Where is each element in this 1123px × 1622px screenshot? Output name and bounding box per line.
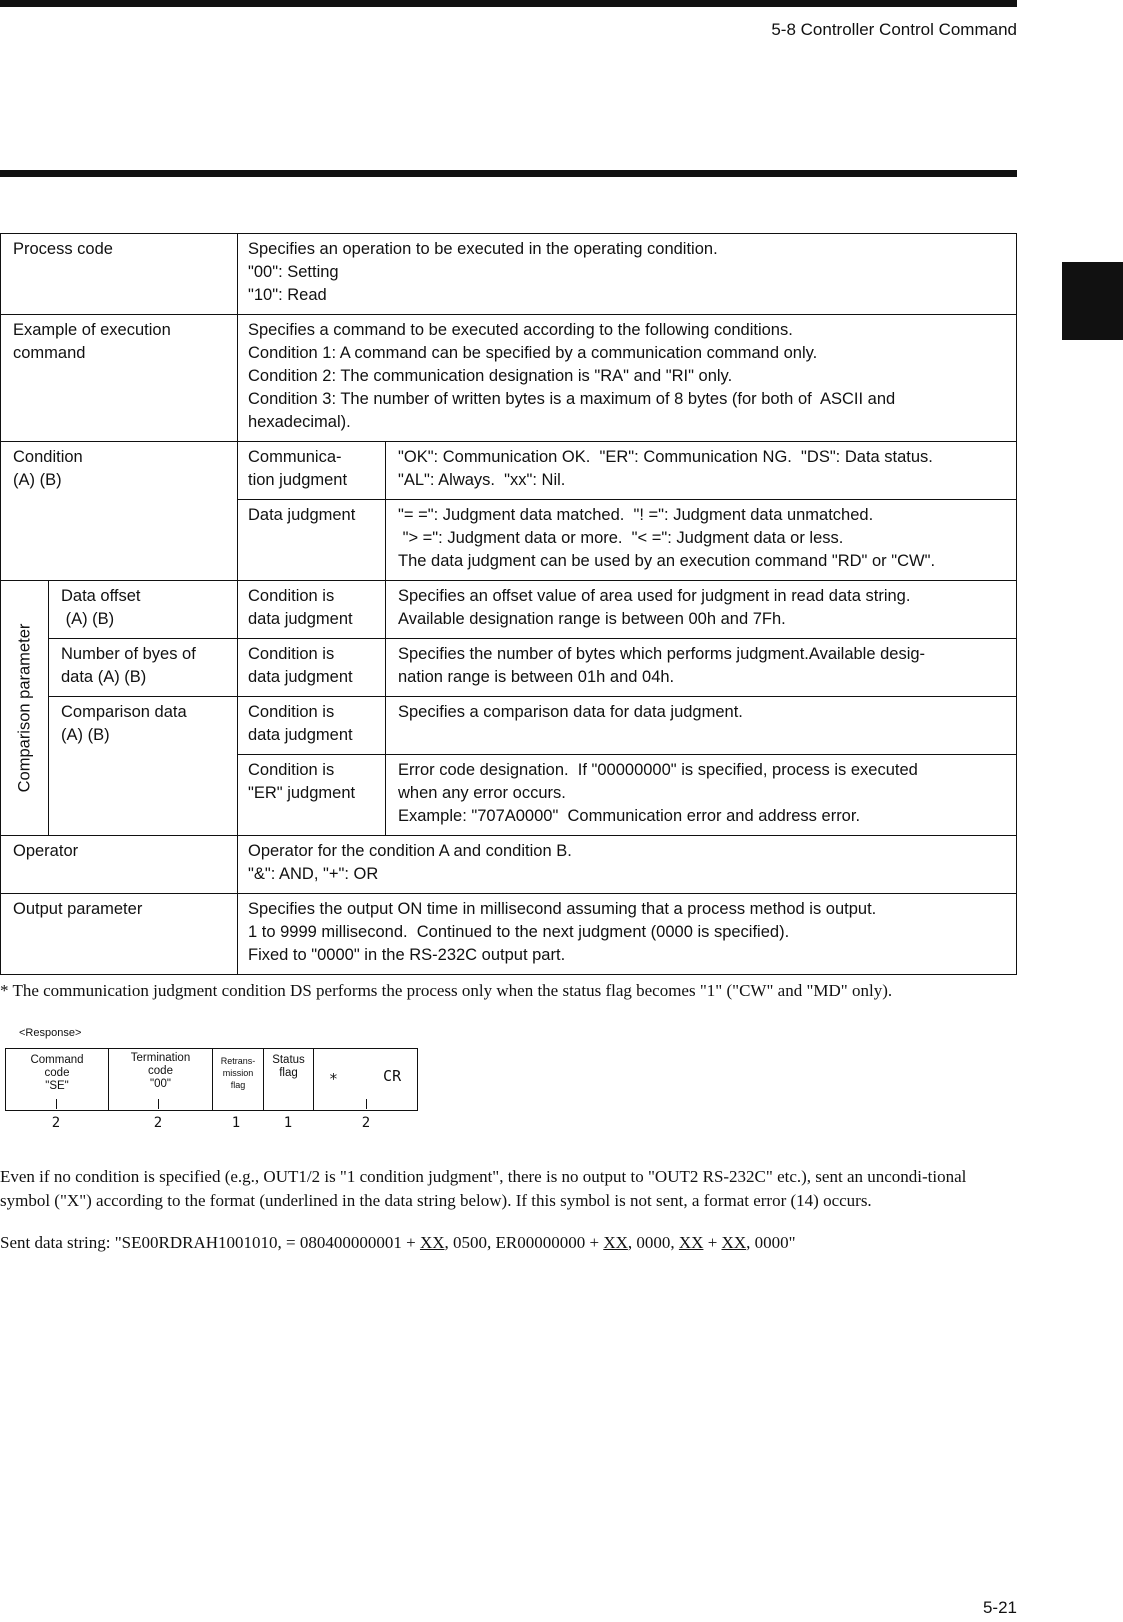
row-label-condition: Condition (A) (B) (1, 442, 238, 581)
table-row (1, 639, 1017, 697)
comparison-data-desc: Specifies a comparison data for data judgment. (386, 697, 1017, 755)
data-offset-condition: Condition is data judgment (238, 581, 386, 639)
page-header-title: 5-8 Controller Control Command (771, 20, 1017, 39)
table-row (1, 697, 1017, 755)
data-judgment-label: Data judgment (238, 500, 386, 581)
table-row (1, 894, 1017, 975)
status-flag-field: Status flag (264, 1049, 314, 1110)
comparison-parameter-cell (1, 581, 49, 836)
retransmission-flag-field: Retrans- mission flag (213, 1049, 264, 1110)
table-row (1, 315, 1017, 442)
row-label-process-code: Process code (1, 234, 238, 315)
data-offset-desc: Specifies an offset value of area used for judgment in read data string. Available designation range is between 00h and 7Fh. (386, 581, 1017, 639)
num-bytes-label: Number of byes of data (A) (B) (49, 639, 238, 697)
tick-mark (366, 1099, 367, 1109)
byte-count: 1 (231, 1115, 241, 1131)
comm-judgment-label: Communica- tion judgment (238, 442, 386, 500)
row-label-operator: Operator (1, 836, 238, 894)
termination-code-field: Termination code "00" (109, 1049, 213, 1110)
unconditional-symbol-paragraph: Even if no condition is specified (e.g., OUT1/2 is "1 condition judgment", there is no output to "OUT2 RS-232C" etc.), sent an uncondi-tional symbol ("X") according to the format (underlined in the data string below). If this symbol is not sent, a format error (14) occurs. (0, 1167, 967, 1210)
row-label-example: Example of execution command (1, 315, 238, 442)
output-desc: Specifies the output ON time in millisecond assuming that a process method is output. 1 to 9999 millisecond. Continued to the next judgment (0000 is specified). Fixed to "0000" in the RS-232C output part. (238, 894, 1017, 975)
comparison-data-condition: Condition is data judgment (238, 697, 386, 755)
table-row (1, 836, 1017, 894)
comparison-data-label: Comparison data (A) (B) (49, 697, 238, 836)
sent-data-string: Sent data string: "SE00RDRAH1001010, = 080400000001 + XX, 0500, ER00000000 + XX, 0000, XX + XX, 0000" (0, 1233, 796, 1252)
tick-mark (158, 1099, 159, 1109)
num-bytes-desc: Specifies the number of bytes which performs judgment.Available desig- nation range is between 01h and 04h. (386, 639, 1017, 697)
comparison-parameter-label: Comparison parameter (15, 623, 33, 793)
row-label-output: Output parameter (1, 894, 238, 975)
table-row (1, 442, 1017, 500)
response-label: <Response> (19, 1027, 82, 1039)
chapter-tab-marker (1062, 262, 1123, 340)
table-row (1, 234, 1017, 315)
data-judgment-desc: "= =": Judgment data matched. "! =": Judgment data unmatched. "> =": Judgment data or more. "< =": Judgment data or less. The data judgment can be used by an execution command "RD" or "CW". (386, 500, 1017, 581)
process-code-desc: Specifies an operation to be executed in the operating condition. "00": Setting "10": Read (238, 234, 1017, 315)
page-number: 5-21 (982, 1598, 1017, 1617)
terminator-field: ∗ CR (328, 1067, 402, 1085)
data-offset-label: Data offset (A) (B) (49, 581, 238, 639)
response-format-diagram (5, 1048, 418, 1111)
example-desc: Specifies a command to be executed according to the following conditions. Condition 1: A command can be specified by a communication command only. Condition 2: The communication designation is "RA" and "RI" only. Condition 3: The number of written bytes is a maximum of 8 bytes (for both of ASCII and hexadecimal). (238, 315, 1017, 442)
parameter-table (0, 233, 1017, 975)
tick-mark (56, 1099, 57, 1109)
table-row (1, 581, 1017, 639)
byte-count: 2 (153, 1115, 163, 1131)
comm-judgment-desc: "OK": Communication OK. "ER": Communication NG. "DS": Data status. "AL": Always. "xx": Nil. (386, 442, 1017, 500)
top-rule (0, 0, 1017, 7)
operator-desc: Operator for the condition A and condition B. "&": AND, "+": OR (238, 836, 1017, 894)
byte-count: 2 (361, 1115, 371, 1131)
section-rule (0, 170, 1017, 177)
er-judgment-condition: Condition is "ER" judgment (238, 755, 386, 836)
footnote: * The communication judgment condition DS performs the process only when the status flag becomes "1" ("CW" and "MD" only). (0, 981, 893, 1000)
command-code-field: Command code "SE" (6, 1049, 109, 1110)
byte-count: 1 (283, 1115, 293, 1131)
byte-count: 2 (51, 1115, 61, 1131)
num-bytes-condition: Condition is data judgment (238, 639, 386, 697)
er-judgment-desc: Error code designation. If "00000000" is specified, process is executed when any error occurs. Example: "707A0000" Communication error and address error. (386, 755, 1017, 836)
